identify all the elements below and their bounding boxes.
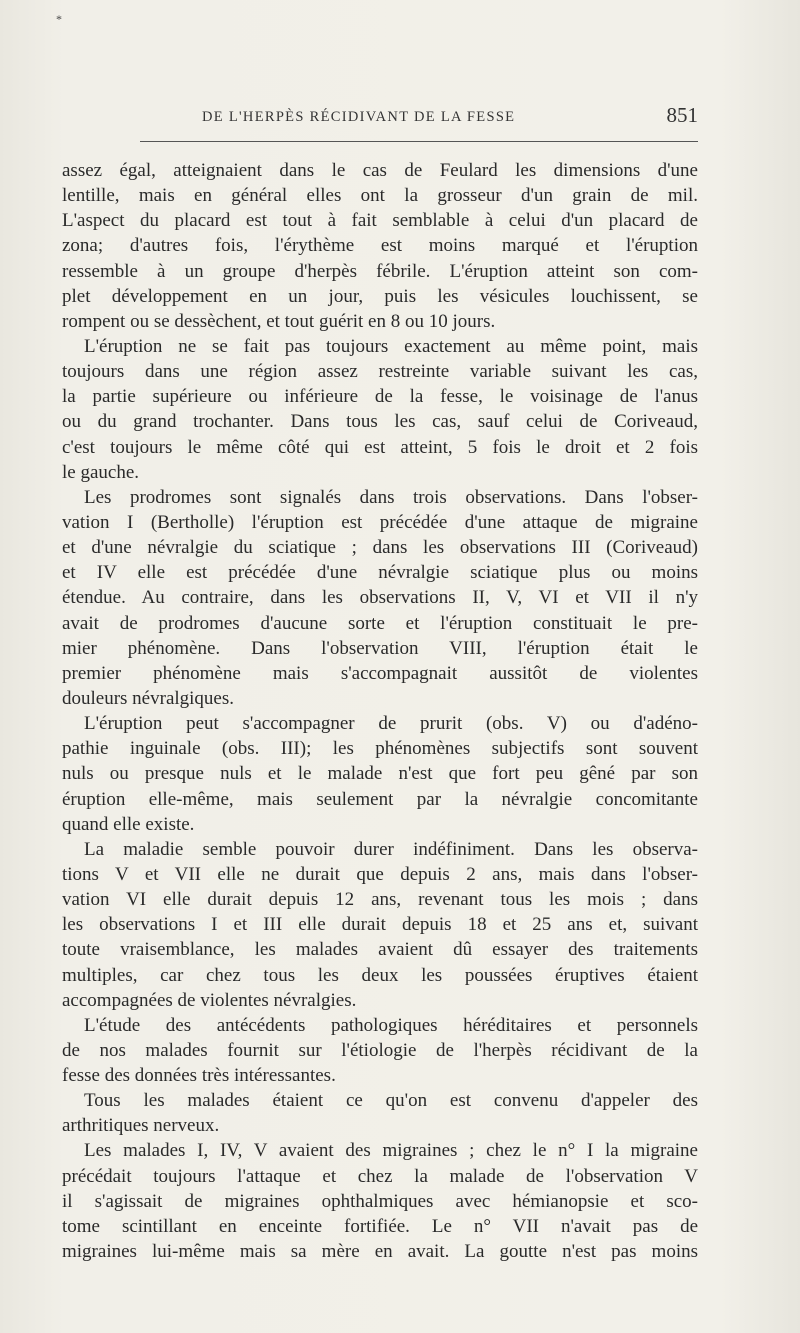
text-line: ressemble à un groupe d'herpès fébrile. L'éruption atteint son com- (62, 260, 698, 282)
running-title: DE L'HERPÈS RÉCIDIVANT DE LA FESSE (202, 109, 516, 125)
text-line: Les prodromes sont signalés dans trois observations. Dans l'obser- (84, 486, 698, 508)
text-line: Les malades I, IV, V avaient des migraines ; chez le n° I la migraine (84, 1140, 698, 1162)
text-line: tome scintillant en enceinte fortifiée. Le n° VII n'avait pas de (62, 1215, 698, 1237)
text-line: toujours dans une région assez restreinte variable suivant les cas, (62, 361, 698, 383)
printer-mark: * (56, 12, 62, 26)
text-line: migraines lui-même mais sa mère en avait. La goutte n'est pas moins (62, 1241, 698, 1263)
text-line: lentille, mais en général elles ont la grosseur d'un grain de mil. (62, 185, 698, 207)
text-line: L'étude des antécédents pathologiques héréditaires et personnels (84, 1014, 698, 1036)
text-line: toute vraisemblance, les malades avaient dû essayer des traitements (62, 939, 698, 961)
text-line: vation VI elle durait depuis 12 ans, revenant tous les mois ; dans (62, 889, 698, 911)
text-line: zona; d'autres fois, l'érythème est moins marqué et l'éruption (62, 235, 698, 257)
text-line: L'aspect du placard est tout à fait semblable à celui d'un placard de (62, 210, 698, 232)
text-line: précédait toujours l'attaque et chez la malade de l'observation V (62, 1165, 698, 1187)
text-line: le gauche. (62, 461, 140, 483)
text-line: Tous les malades étaient ce qu'on est convenu d'appeler des (84, 1090, 698, 1112)
text-line: pathie inguinale (obs. III); les phénomènes subjectifs sont souvent (62, 738, 698, 760)
text-line: premier phénomène mais s'accompagnait aussitôt de violentes (62, 662, 698, 684)
text-line: les observations I et III elle durait depuis 18 et 25 ans et, suivant (62, 914, 698, 936)
text-line: tions V et VII elle ne durait que depuis 2 ans, mais dans l'obser- (62, 863, 698, 885)
text-line: douleurs névralgiques. (62, 687, 235, 709)
text-line: multiples, car chez tous les deux les poussées éruptives étaient (62, 964, 698, 986)
text-line: ou du grand trochanter. Dans tous les cas, sauf celui de Coriveaud, (62, 411, 698, 433)
body-text (62, 158, 698, 1264)
text-line: et d'une névralgie du sciatique ; dans les observations III (Coriveaud) (62, 537, 698, 559)
text-line: et IV elle est précédée d'une névralgie sciatique plus ou moins (62, 562, 698, 584)
text-line: quand elle existe. (62, 813, 195, 835)
text-line: nuls ou presque nuls et le malade n'est que fort peu gêné par son (62, 763, 698, 785)
text-line: L'éruption peut s'accompagner de prurit (obs. V) ou d'adéno- (84, 713, 698, 735)
text-line: de nos malades fournit sur l'étiologie de l'herpès récidivant de la (62, 1039, 698, 1061)
text-line: L'éruption ne se fait pas toujours exactement au même point, mais (84, 335, 698, 357)
text-line: il s'agissait de migraines ophthalmiques avec hémianopsie et sco- (62, 1190, 698, 1212)
text-line: étendue. Au contraire, dans les observations II, V, VI et VII il n'y (62, 587, 698, 609)
text-line: assez égal, atteignaient dans le cas de Feulard les dimensions d'une (62, 160, 698, 181)
text-line: plet développement en un jour, puis les vésicules louchissent, se (62, 285, 698, 307)
running-head (62, 103, 698, 129)
text-line: la partie supérieure ou inférieure de la fesse, le voisinage de l'anus (62, 386, 698, 408)
text-line: accompagnées de violentes névralgies. (62, 989, 357, 1011)
text-line: fesse des données très intéressantes. (62, 1065, 336, 1087)
page-number: 851 (666, 103, 698, 127)
text-line: avait de prodromes d'aucune sorte et l'éruption constituait le pre- (62, 612, 698, 634)
text-line: éruption elle-même, mais seulement par la névralgie concomitante (62, 788, 698, 810)
text-line: La maladie semble pouvoir durer indéfiniment. Dans les observa- (84, 838, 698, 860)
text-line: mier phénomène. Dans l'observation VIII, l'éruption était le (62, 637, 698, 659)
text-line: c'est toujours le même côté qui est atteint, 5 fois le droit et 2 fois (62, 436, 698, 458)
text-line: vation I (Bertholle) l'éruption est précédée d'une attaque de migraine (62, 511, 698, 533)
text-line: rompent ou se dessèchent, et tout guérit en 8 ou 10 jours. (62, 310, 496, 332)
text-line: arthritiques nerveux. (62, 1115, 220, 1137)
header-rule (140, 141, 698, 142)
